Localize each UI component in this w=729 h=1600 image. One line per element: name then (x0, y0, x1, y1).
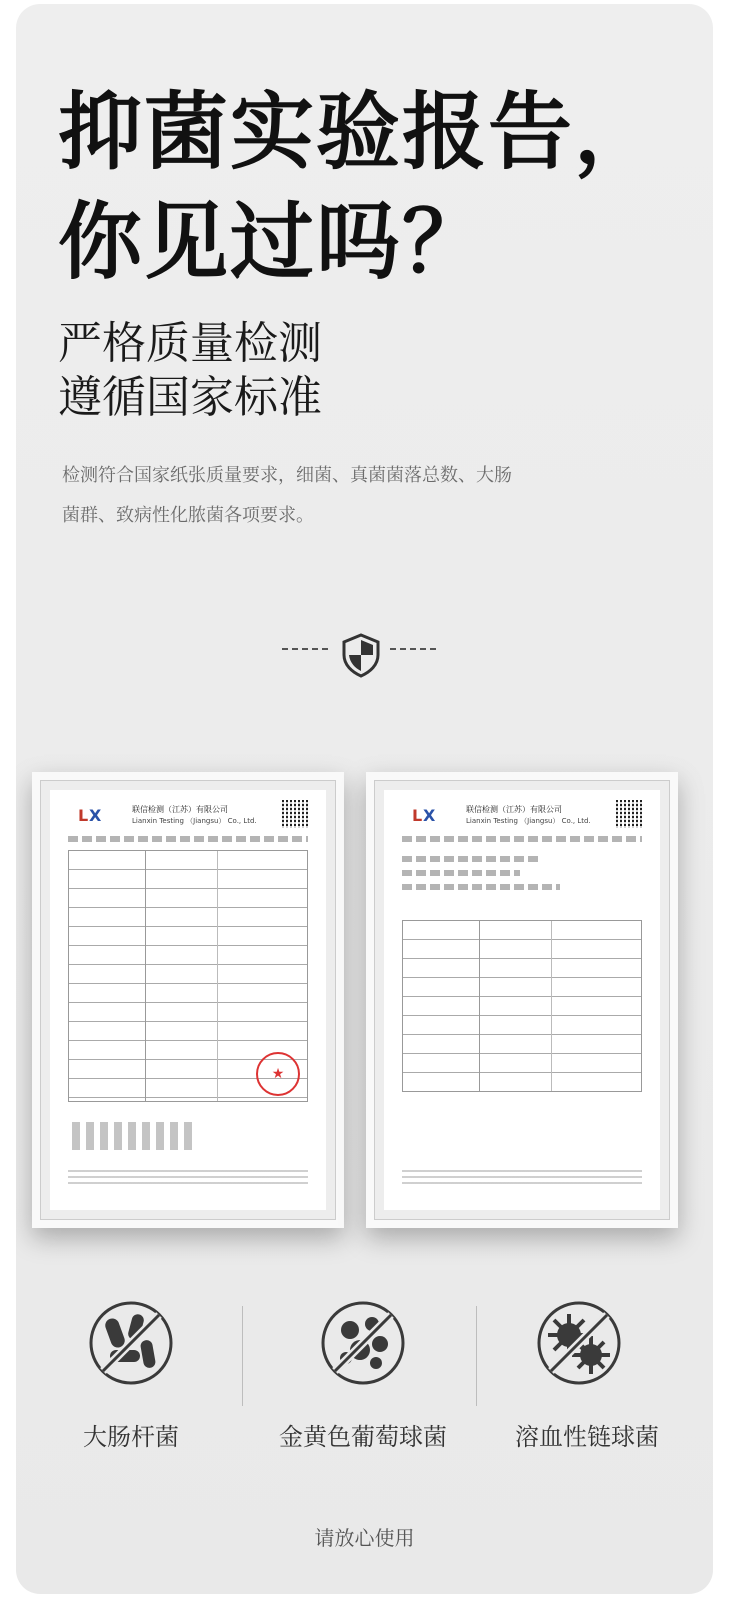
divider-left (282, 648, 328, 650)
report-meta-line (402, 836, 642, 842)
headline-line-1: 抑菌实验报告， (58, 83, 661, 181)
report-document-2 (384, 790, 660, 1210)
rod-bacteria-crossed-icon (88, 1300, 174, 1386)
report-test-conditions (402, 856, 540, 862)
report-results-table (402, 920, 642, 1092)
shield-icon (338, 632, 384, 678)
description-line-1: 检测符合国家纸张质量要求，细菌、真菌菌落总数、大肠 (62, 465, 512, 486)
report-org-cn: 联信检测（江苏）有限公司 (132, 805, 228, 814)
subheadline-line-1: 严格质量检测 (58, 318, 322, 369)
headline-line-2: 你见过吗？ (58, 193, 489, 291)
report-meta-line (68, 836, 308, 842)
virus-crossed-icon (536, 1300, 622, 1386)
report-document-1 (50, 790, 326, 1210)
lx-logo-icon: L X (78, 806, 102, 825)
report-org-en: Lianxin Testing （Jiangsu） Co., Ltd. (466, 817, 591, 825)
report-test-conditions (402, 870, 520, 876)
report-org-en: Lianxin Testing （Jiangsu） Co., Ltd. (132, 817, 257, 825)
icon-divider-2 (476, 1306, 477, 1406)
report-footer (402, 1170, 642, 1188)
bacteria-label-1: 大肠杆菌 (83, 1423, 179, 1451)
report-test-conditions (402, 884, 560, 890)
report-org-cn: 联信检测（江苏）有限公司 (466, 805, 562, 814)
report-frame-1 (32, 772, 344, 1228)
qr-code-icon (282, 800, 310, 828)
bacteria-label-2: 金黄色葡萄球菌 (279, 1423, 447, 1451)
page-card (16, 4, 713, 1594)
divider-right (390, 648, 436, 650)
bacteria-label-3: 溶血性链球菌 (515, 1423, 659, 1451)
subheadline-line-2: 遵循国家标准 (58, 372, 322, 423)
signature-block (72, 1122, 192, 1150)
description-line-2: 菌群、致病性化脓菌各项要求。 (62, 505, 314, 526)
qr-code-icon (616, 800, 644, 828)
lx-logo-icon: L X (412, 806, 436, 825)
report-frame-2 (366, 772, 678, 1228)
icon-divider-1 (242, 1306, 243, 1406)
official-seal-icon: ★ (256, 1052, 300, 1096)
report-footer (68, 1170, 308, 1188)
footer-tagline: 请放心使用 (314, 1526, 415, 1550)
cocci-bacteria-crossed-icon (320, 1300, 406, 1386)
